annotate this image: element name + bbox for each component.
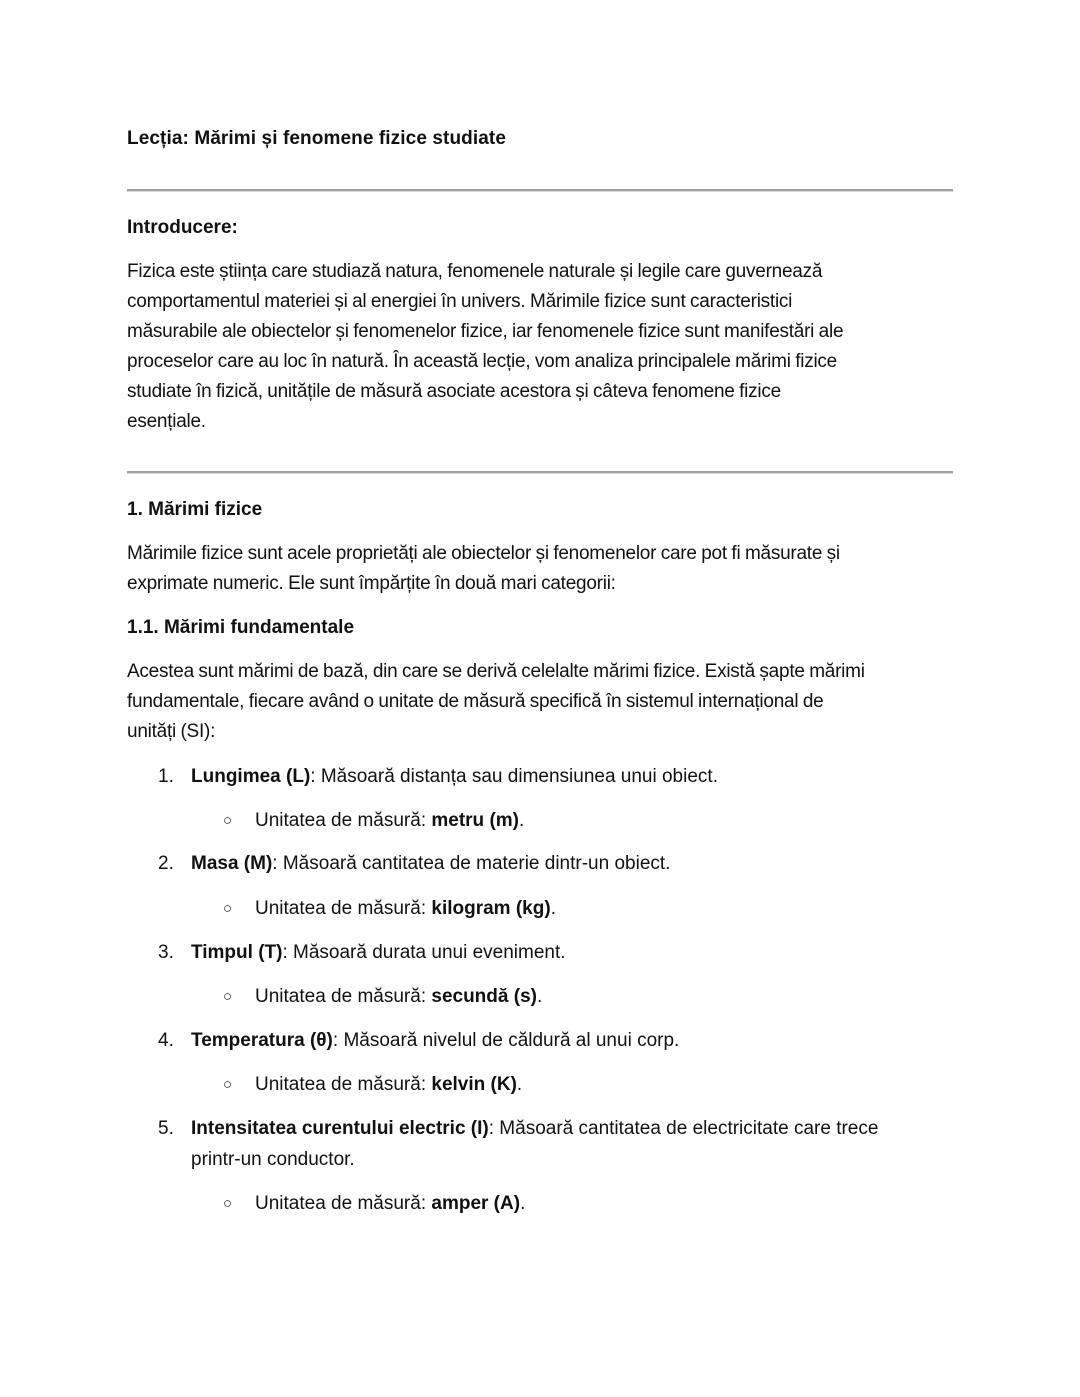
intro-heading: Introducere:: [127, 217, 238, 238]
unit-label: Unitatea de măsură:: [255, 898, 432, 919]
hollow-bullet-icon: ○: [223, 900, 233, 917]
horizontal-rule: [127, 189, 953, 192]
subsection-paragraph: [127, 657, 957, 747]
lesson-title: Lecția: Mărimi și fenomene fizice studiate: [127, 128, 507, 149]
section-line: exprimate numeric. Ele sunt împărțite în două mari categorii:: [127, 573, 616, 594]
unit-value: kelvin (K): [431, 1074, 517, 1095]
hollow-bullet-icon: ○: [223, 1076, 233, 1093]
subsection-line: unități (SI):: [127, 721, 216, 742]
section-paragraph: [127, 539, 957, 599]
description: : Măsoară cantitatea de materie dintr-un obiect.: [272, 853, 671, 874]
subsection-line: fundamentale, fiecare având o unitate de măsură specifică în sistemul internațional de: [127, 691, 824, 712]
list-body: [191, 1113, 961, 1175]
unit-label: Unitatea de măsură:: [255, 1193, 432, 1214]
list-body: [191, 937, 961, 968]
horizontal-rule: [127, 471, 953, 474]
description: : Măsoară distanța sau dimensiunea unui obiect.: [310, 766, 718, 787]
unit-label: Unitatea de măsură:: [255, 810, 432, 831]
list-number: 3.: [158, 942, 174, 963]
description: : Măsoară durata unui eveniment.: [282, 942, 566, 963]
unit-label: Unitatea de măsură:: [255, 986, 432, 1007]
intro-line: esențiale.: [127, 411, 206, 432]
subsection-heading: 1.1. Mărimi fundamentale: [127, 617, 355, 638]
intro-line: proceselor care au loc în natură. În această lecție, vom analiza principalele mărimi fizice: [127, 351, 837, 372]
unit-value: secundă (s): [431, 986, 537, 1007]
list-body: [191, 1025, 961, 1056]
hollow-bullet-icon: ○: [223, 1195, 233, 1212]
term: Masa (M): [191, 853, 273, 874]
description-continuation: printr-un conductor.: [191, 1149, 355, 1170]
intro-line: Fizica este știința care studiază natura, fenomenele naturale și legile care guvernează: [127, 261, 823, 282]
intro-line: studiate în fizică, unitățile de măsură asociate acestora și câteva fenomene fizice: [127, 381, 781, 402]
list-number: 4.: [158, 1030, 174, 1051]
term: Lungimea (L): [191, 766, 311, 787]
term: Intensitatea curentului electric (I): [191, 1118, 489, 1139]
intro-line: măsurabile ale obiectelor și fenomenelor fizice, iar fenomenele fizice sunt manifestări ale: [127, 321, 844, 342]
unit-label: Unitatea de măsură:: [255, 1074, 432, 1095]
list-body: [191, 848, 961, 879]
hollow-bullet-icon: ○: [223, 812, 233, 829]
hollow-bullet-icon: ○: [223, 988, 233, 1005]
description: : Măsoară nivelul de căldură al unui corp.: [332, 1030, 680, 1051]
unit-value: amper (A): [431, 1193, 521, 1214]
unit-value: kilogram (kg): [431, 898, 551, 919]
list-number: 1.: [158, 766, 174, 787]
subsection-line: Acestea sunt mărimi de bază, din care se derivă celelalte mărimi fizice. Există șapte mărimi: [127, 661, 865, 682]
intro-paragraph: [127, 257, 957, 437]
unit-value: metru (m): [431, 810, 519, 831]
section-line: Mărimile fizice sunt acele proprietăți ale obiectelor și fenomenelor care pot fi măsurate și: [127, 543, 840, 564]
list-body: [191, 761, 961, 792]
section-heading: 1. Mărimi fizice: [127, 499, 263, 520]
intro-line: comportamentul materiei și al energiei în univers. Mărimile fizice sunt caracteristici: [127, 291, 793, 312]
list-number: 5.: [158, 1118, 174, 1139]
description: : Măsoară cantitatea de electricitate care trece: [488, 1118, 879, 1139]
list-number: 2.: [158, 853, 174, 874]
term: Temperatura (θ): [191, 1030, 333, 1051]
term: Timpul (T): [191, 942, 283, 963]
